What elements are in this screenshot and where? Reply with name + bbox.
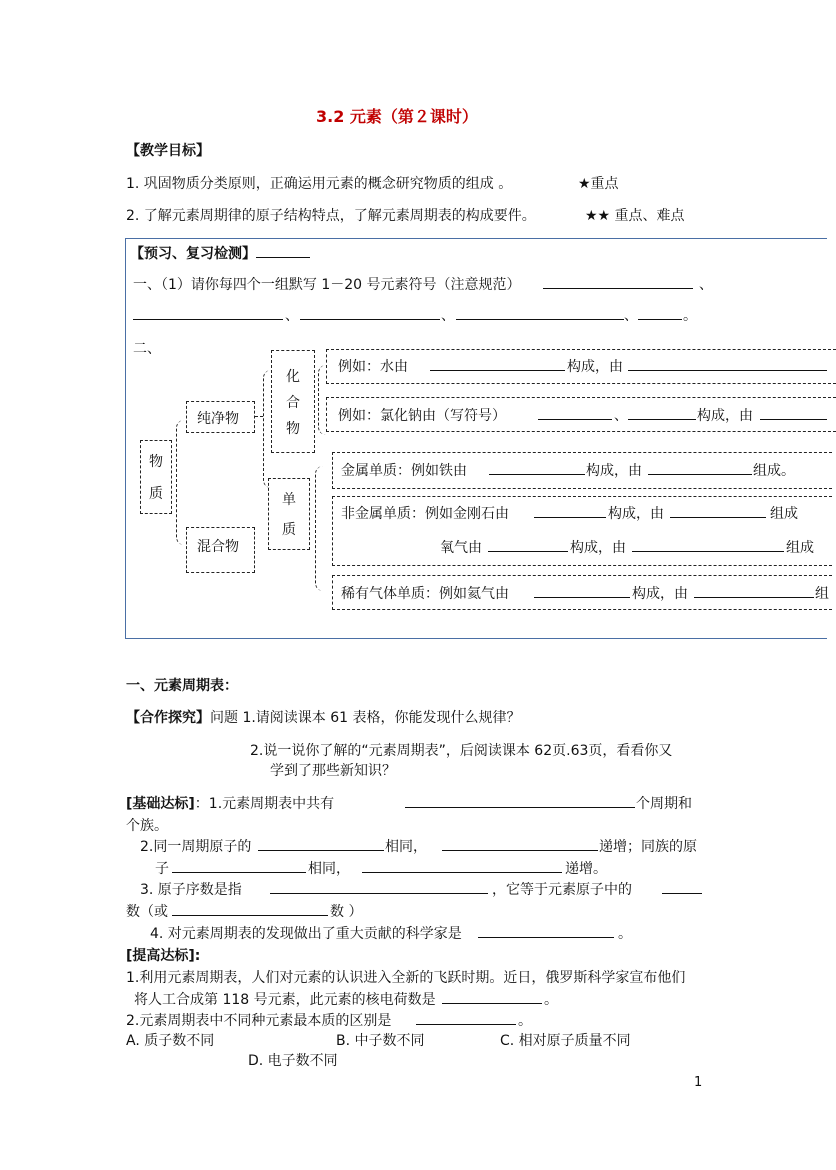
compound-box xyxy=(271,350,315,453)
blank[interactable] xyxy=(534,583,630,598)
blank[interactable] xyxy=(694,583,814,598)
brace xyxy=(176,420,186,545)
preview-q1: 一、（1）请你每四个一组默写 1－20 号元素符号（注意规范） xyxy=(133,277,521,293)
blank[interactable] xyxy=(256,243,310,258)
blank[interactable] xyxy=(632,537,784,552)
noble-label-2: 构成，由 xyxy=(632,586,688,602)
basic-q1-text: ：1.元素周期表中共有 xyxy=(194,796,335,812)
preview-q2: 二、 xyxy=(133,341,161,357)
basic-q1-text-3: 个族。 xyxy=(126,818,168,834)
basic-q3-text-3: 数（或 xyxy=(126,904,168,920)
pure-box xyxy=(186,401,255,433)
separator: 、 xyxy=(624,308,638,324)
compound-char: 化 xyxy=(286,368,300,385)
connector xyxy=(255,416,263,417)
blank[interactable] xyxy=(662,879,702,894)
coop-q1-text: 问题 1.请阅读课本 61 表格，你能发现什么规律？ xyxy=(210,710,521,726)
blank[interactable] xyxy=(760,405,827,420)
option-d[interactable]: D. 电子数不同 xyxy=(248,1053,338,1069)
coop-question-2-cont: 学到了那些新知识？ xyxy=(270,763,396,779)
blank[interactable] xyxy=(258,836,384,851)
goal-item-2: 2. 了解元素周期律的原子结构特点，了解元素周期表的构成要件。 xyxy=(126,208,536,224)
blank[interactable] xyxy=(488,537,568,552)
basic-q3-text-2: ，它等于元素原子中的 xyxy=(492,882,632,898)
separator: 、 xyxy=(614,408,628,424)
separator: 、 xyxy=(441,308,455,324)
nacl-label-2: 构成，由 xyxy=(697,408,753,424)
blank[interactable] xyxy=(172,901,328,916)
blank[interactable] xyxy=(489,460,585,475)
metal-label-3: 组成。 xyxy=(753,463,795,479)
blank[interactable] xyxy=(442,836,598,851)
blank[interactable] xyxy=(405,793,635,808)
blank[interactable] xyxy=(362,858,562,873)
metal-label: 金属单质：例如铁由 xyxy=(341,463,467,479)
basic-q2-text-4: 子 xyxy=(155,861,169,877)
advanced-q1-end: 。 xyxy=(544,992,558,1008)
advanced-q1-cont: 将人工合成第 118 号元素，此元素的核电荷数是 xyxy=(134,992,436,1008)
nonmetal-label-2: 构成，由 xyxy=(608,506,664,522)
goals-heading: 【教学目标】 xyxy=(126,143,210,159)
nacl-label: 例如：氯化钠由（写符号） xyxy=(338,408,506,424)
advanced-q2: 2.元素周期表中不同种元素最本质的区别是 xyxy=(126,1013,392,1029)
nonmetal-label: 非金属单质：例如金刚石由 xyxy=(341,506,509,522)
metal-label-2: 构成，由 xyxy=(586,463,642,479)
basic-q2-text-3: 递增；同族的原 xyxy=(599,839,697,855)
goal-item-1: 1. 巩固物质分类原则，正确运用元素的概念研究物质的组成 。 xyxy=(126,176,513,192)
separator: 、 xyxy=(285,308,299,324)
preview-heading-text: 【预习、复习检测】 xyxy=(130,246,256,262)
oxygen-label-2: 构成，由 xyxy=(570,540,626,556)
blank[interactable] xyxy=(430,356,565,371)
material-char: 物 xyxy=(149,454,163,470)
blank[interactable] xyxy=(172,858,306,873)
blank[interactable] xyxy=(648,460,752,475)
blank[interactable] xyxy=(300,305,440,320)
advanced-label-colon: : xyxy=(194,948,201,964)
water-label: 例如：水由 xyxy=(338,359,408,375)
nonmetal-label-3: 组成 xyxy=(770,506,798,522)
basic-q2-text-2: 相同， xyxy=(385,839,427,855)
basic-q3: 3. 原子序数是指 xyxy=(140,882,242,898)
material-box xyxy=(140,440,172,514)
compound-char: 合 xyxy=(286,394,300,411)
option-b[interactable]: B. 中子数不同 xyxy=(336,1033,425,1049)
blank[interactable] xyxy=(442,989,542,1004)
blank[interactable] xyxy=(270,879,488,894)
basic-q3-text-4: 数 ） xyxy=(330,904,363,920)
brace xyxy=(315,466,325,591)
compound-char: 物 xyxy=(286,420,300,437)
blank[interactable] xyxy=(628,356,827,371)
pure-label: 纯净物 xyxy=(197,411,239,427)
goal-item-2-mark: ★★ 重点、难点 xyxy=(585,208,685,224)
basic-q2-text-5: 相同， xyxy=(308,861,350,877)
oxygen-label-3: 组成 xyxy=(786,540,814,556)
page-number: 1 xyxy=(694,1075,703,1090)
advanced-label xyxy=(126,945,200,965)
basic-q1 xyxy=(126,793,334,813)
page-title: 3.2 元素（第２课时） xyxy=(316,107,478,126)
brace xyxy=(263,370,271,488)
advanced-label-text: [提高达标] xyxy=(126,948,195,964)
noble-label-3: 组 xyxy=(815,586,829,602)
section-heading: 一、元素周期表： xyxy=(126,678,238,694)
oxygen-label: 氧气由 xyxy=(440,540,482,556)
blank[interactable] xyxy=(456,305,624,320)
blank[interactable] xyxy=(543,274,693,289)
blank[interactable] xyxy=(628,405,696,420)
basic-q4: 4. 对元素周期表的发现做出了重大贡献的科学家是 xyxy=(150,926,462,942)
mixture-label: 混合物 xyxy=(197,539,239,555)
brace xyxy=(318,365,326,435)
basic-q2: 2.同一周期原子的 xyxy=(140,839,252,855)
goal-item-1-mark: ★重点 xyxy=(578,176,619,192)
blank[interactable] xyxy=(416,1010,516,1025)
option-a[interactable]: A. 质子数不同 xyxy=(126,1033,215,1049)
period: 。 xyxy=(683,308,697,324)
blank[interactable] xyxy=(670,503,766,518)
option-c[interactable]: C. 相对原子质量不同 xyxy=(500,1033,631,1049)
advanced-q1: 1.利用元素周期表，人们对元素的认识进入全新的飞跃时期。近日，俄罗斯科学家宣布他们 xyxy=(126,970,686,986)
mixture-box xyxy=(186,527,255,573)
basic-q4-end: 。 xyxy=(618,926,632,942)
coop-label: 【合作探究】 xyxy=(126,710,210,726)
basic-q2-text-6: 递增。 xyxy=(565,861,607,877)
simple-char: 质 xyxy=(282,522,296,538)
blank[interactable] xyxy=(133,305,283,320)
water-label-2: 构成，由 xyxy=(567,359,623,375)
material-char: 质 xyxy=(149,486,163,502)
coop-question-2: 2.说一说你了解的“元素周期表”，后阅读课本 62页.63页，看看你又 xyxy=(250,743,673,759)
basic-label: [基础达标] xyxy=(126,796,195,812)
preview-heading xyxy=(130,243,310,263)
blank[interactable] xyxy=(534,503,606,518)
coop-question-1 xyxy=(126,707,521,727)
blank[interactable] xyxy=(638,305,682,320)
simple-box xyxy=(268,478,310,550)
simple-char: 单 xyxy=(282,492,296,508)
basic-q1-text-2: 个周期和 xyxy=(636,796,692,812)
separator: 、 xyxy=(699,277,713,293)
advanced-q2-end: 。 xyxy=(518,1013,532,1029)
blank[interactable] xyxy=(538,405,612,420)
noble-label: 稀有气体单质：例如氦气由 xyxy=(341,586,509,602)
blank[interactable] xyxy=(478,923,614,938)
